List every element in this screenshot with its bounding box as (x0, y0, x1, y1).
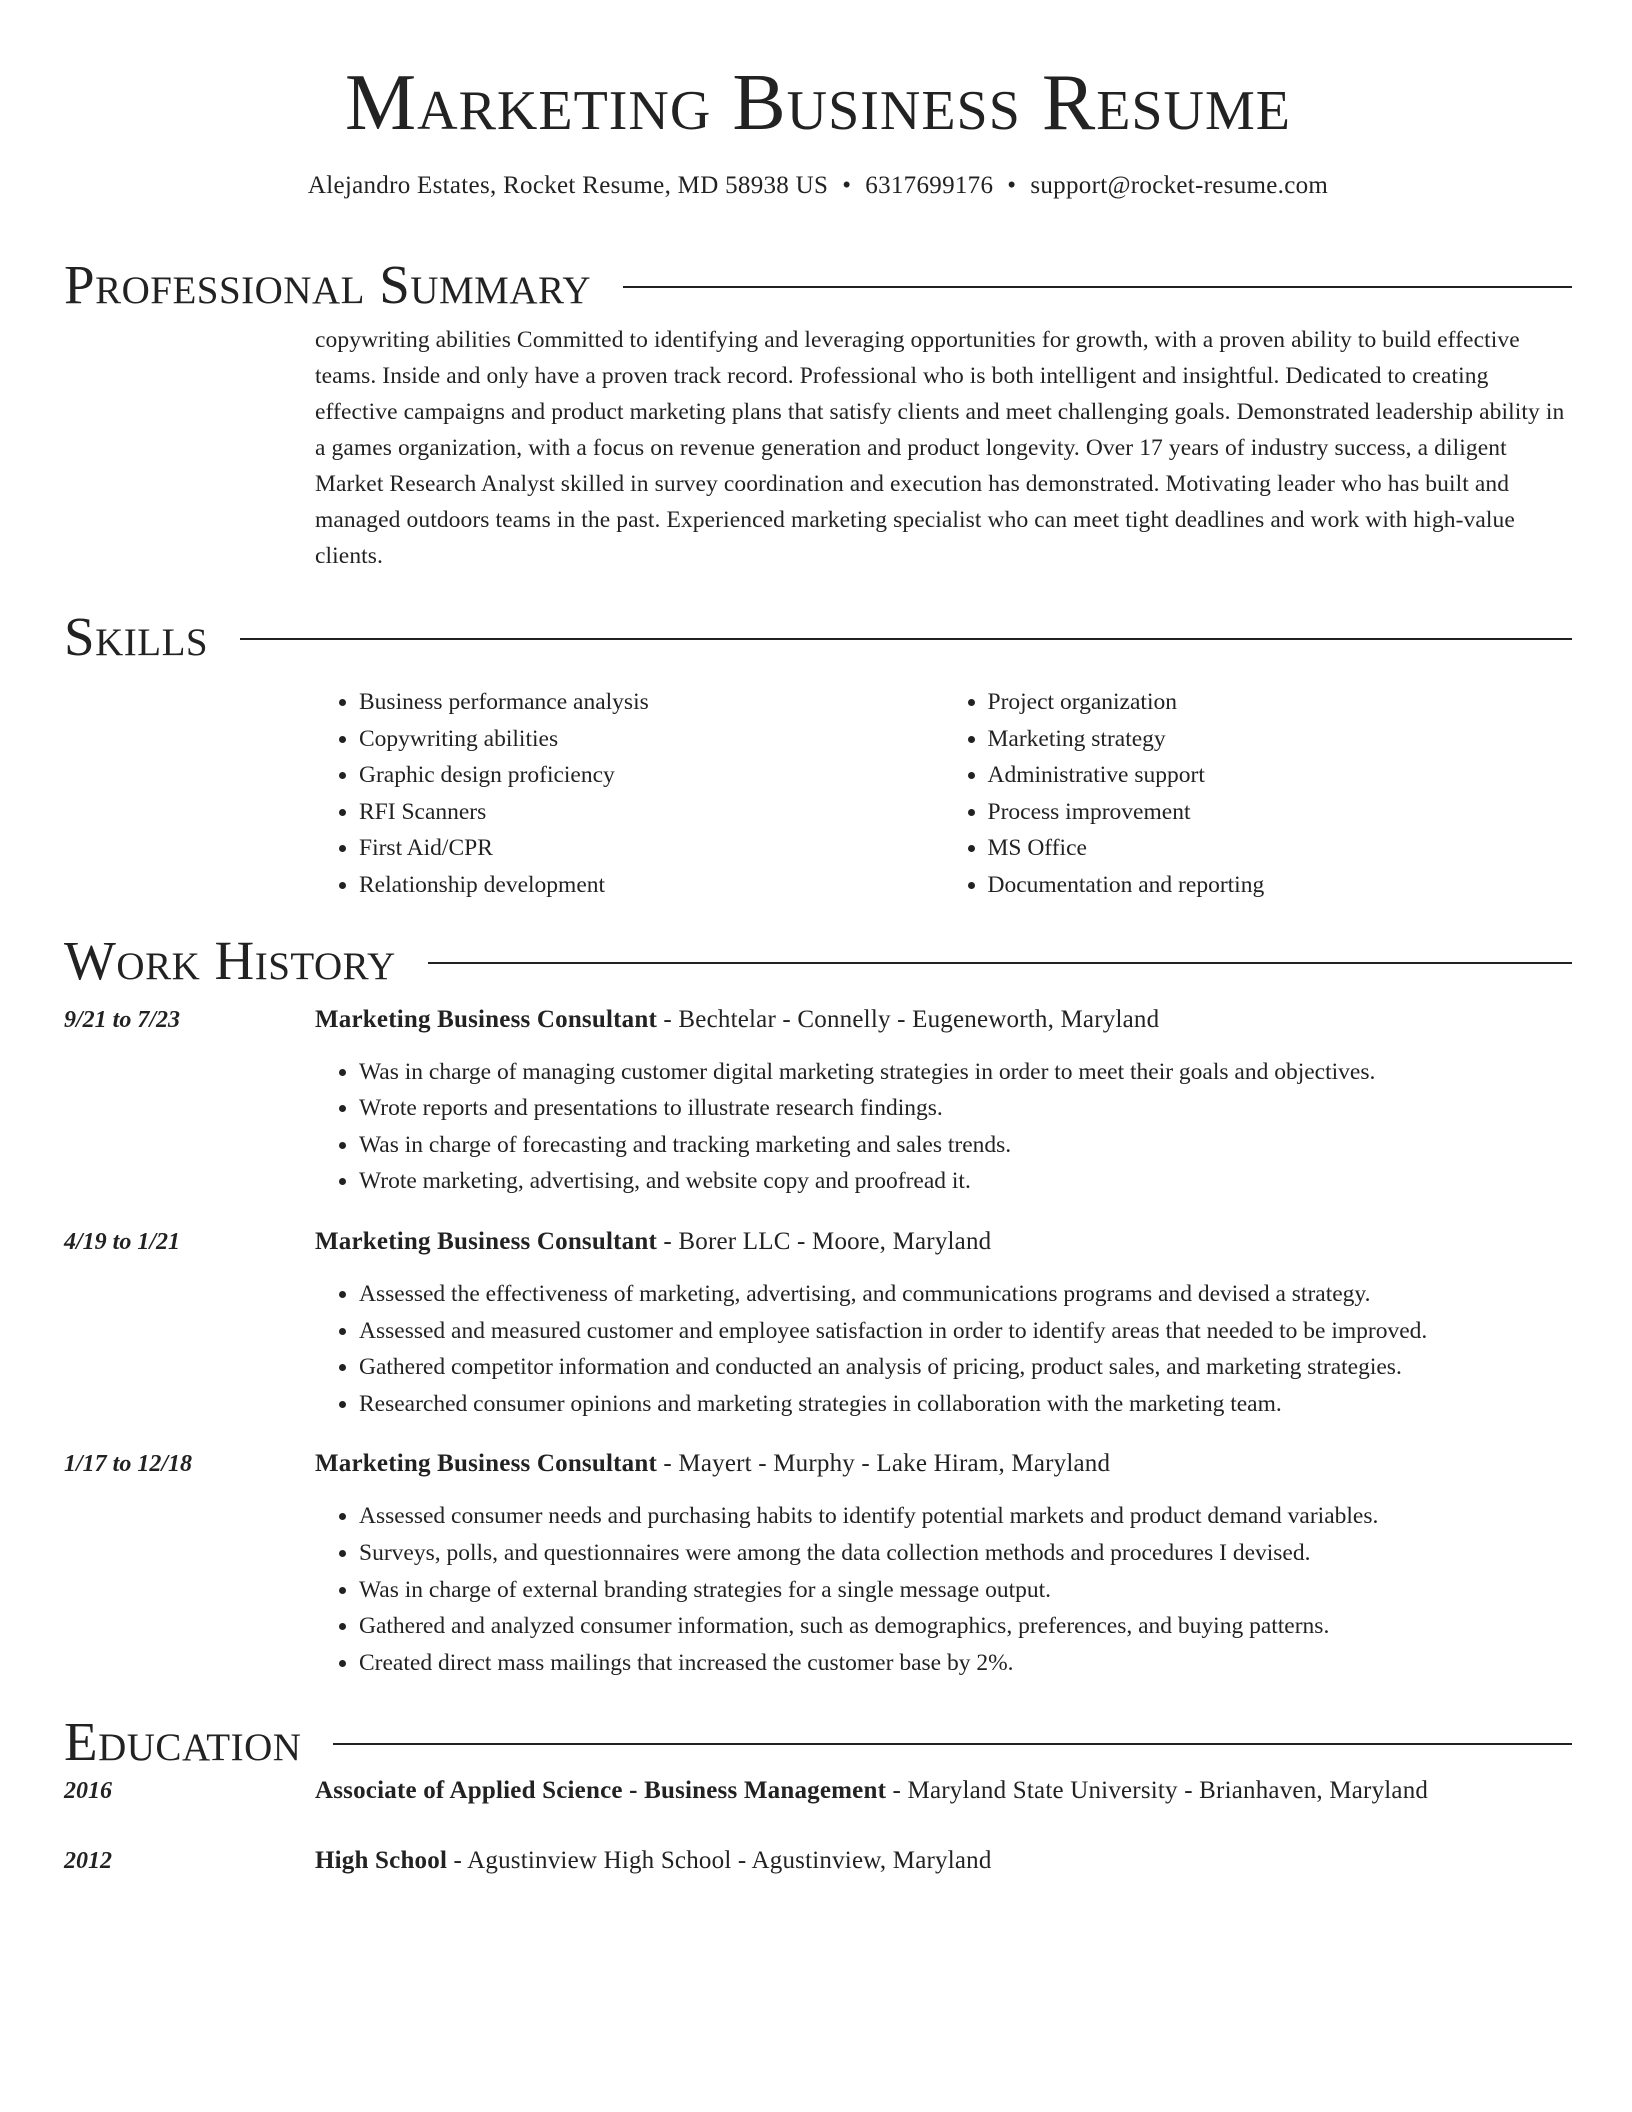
section-divider (240, 638, 1572, 640)
job-details: - Borer LLC - Moore, Maryland (656, 1227, 992, 1255)
education-year: 2016 (64, 1778, 112, 1805)
job-header (64, 1006, 1572, 1046)
education-line (315, 1847, 992, 1875)
job-header (64, 1450, 1572, 1490)
education-heading: Education (64, 1711, 302, 1773)
summary-section-header (64, 250, 1572, 320)
job-title-line (315, 1228, 991, 1256)
education-year: 2012 (64, 1848, 112, 1875)
job-dates: 4/19 to 1/21 (64, 1228, 181, 1255)
job-title-line (315, 1006, 1159, 1034)
job-bullet: • Wrote reports and presentations to illustrate research findings. (359, 1090, 1572, 1127)
job-dates: 9/21 to 7/23 (64, 1006, 181, 1033)
skill-item: • Relationship development (359, 867, 944, 904)
job-title: Marketing Business Consultant (315, 1005, 657, 1033)
skills-column-left (315, 684, 944, 904)
job-bullet: • Researched consumer opinions and marketing strategies in collaboration with the marketing team. (359, 1386, 1572, 1423)
education-details: - Agustinview High School - Agustinview, Maryland (447, 1847, 992, 1875)
skill-item: • Graphic design proficiency (359, 757, 944, 794)
job-entry (64, 1228, 1572, 1422)
education-section-header (64, 1707, 1572, 1777)
job-title: Marketing Business Consultant (315, 1227, 657, 1255)
job-bullet: • Wrote marketing, advertising, and website copy and proofread it. (359, 1163, 1572, 1200)
skill-item: • Business performance analysis (359, 684, 944, 721)
section-divider (428, 962, 1572, 964)
job-bullet: • Assessed consumer needs and purchasing habits to identify potential markets and product demand variables. (359, 1498, 1572, 1535)
skills-heading: Skills (64, 606, 209, 667)
skills-section-header (64, 602, 1572, 672)
work-section-header (64, 926, 1572, 996)
job-bullet: • Created direct mass mailings that increased the customer base by 2%. (359, 1645, 1572, 1682)
job-details: - Mayert - Murphy - Lake Hiram, Maryland (656, 1450, 1111, 1478)
job-bullets (315, 1054, 1572, 1200)
contact-phone: 6317699176 (865, 172, 994, 199)
section-divider (333, 1743, 1572, 1745)
skill-item: • Marketing strategy (988, 721, 1573, 758)
resume-page (64, 0, 1572, 1917)
job-bullet: • Assessed and measured customer and employee satisfaction in order to identify areas that needed to be improved. (359, 1313, 1572, 1350)
education-entry (64, 1777, 1572, 1847)
job-entry (64, 1450, 1572, 1681)
skills-column-right (944, 684, 1573, 904)
job-bullet: • Was in charge of forecasting and tracking marketing and sales trends. (359, 1127, 1572, 1164)
contact-line (64, 170, 1572, 202)
skill-item: • Documentation and reporting (988, 867, 1573, 904)
skill-item: • Project organization (988, 684, 1573, 721)
skill-item: • Administrative support (988, 757, 1573, 794)
skills-list (315, 684, 1572, 904)
job-dates: 1/17 to 12/18 (64, 1451, 193, 1478)
skill-item: • Copywriting abilities (359, 721, 944, 758)
job-header (64, 1228, 1572, 1268)
education-entry (64, 1847, 1572, 1917)
work-heading: Work History (64, 929, 396, 991)
summary-text: copywriting abilities Committed to identifying and leveraging opportunities for growth, with a proven ability to build effective teams. Inside and only have a proven track record. Professional who is both intelligent and insightful. Dedicated to creating effective campaigns and product marketing plans that satisfy clients and meet challenging goals. Demonstrated leadership ability in a games organization, with a focus on revenue generation and product longevity. Over 17 years of industry success, a diligent Market Research Analyst skilled in survey coordination and execution has demonstrated. Motivating leader who has built and managed outdoors teams in the past. Experienced marketing specialist who can meet tight deadlines and work with high-value clients. (315, 327, 1565, 569)
education-details: - Maryland State University - Brianhaven, Maryland (886, 1777, 1429, 1805)
job-bullet: • Assessed the effectiveness of marketing, advertising, and communications programs and devised a strategy. (359, 1276, 1572, 1313)
skill-item: • First Aid/CPR (359, 830, 944, 867)
education-line (315, 1777, 1428, 1805)
skill-item: • RFI Scanners (359, 794, 944, 831)
summary-heading: Professional Summary (64, 254, 592, 315)
resume-title: Marketing Business Resume (345, 59, 1291, 147)
job-bullets (315, 1276, 1572, 1422)
skill-item: • Process improvement (988, 794, 1573, 831)
job-bullets (315, 1498, 1572, 1681)
job-title-line (315, 1450, 1110, 1478)
job-bullet: • Was in charge of external branding strategies for a single message output. (359, 1572, 1572, 1609)
job-bullet: • Was in charge of managing customer digital marketing strategies in order to meet their goals and objectives. (359, 1054, 1572, 1091)
education-degree: High School (315, 1847, 448, 1875)
job-bullet: • Gathered competitor information and conducted an analysis of pricing, product sales, and marketing strategies. (359, 1349, 1572, 1386)
education-degree: Associate of Applied Science - Business Management (315, 1777, 887, 1805)
job-title: Marketing Business Consultant (315, 1450, 657, 1478)
job-bullet: • Gathered and analyzed consumer information, such as demographics, preferences, and buying patterns. (359, 1608, 1572, 1645)
contact-email: support@rocket-resume.com (1030, 172, 1329, 199)
job-entry (64, 1006, 1572, 1200)
job-details: - Bechtelar - Connelly - Eugeneworth, Maryland (656, 1005, 1160, 1033)
contact-separator: • (1007, 172, 1017, 199)
contact-separator: • (842, 172, 852, 199)
job-bullet: • Surveys, polls, and questionnaires were among the data collection methods and procedures I devised. (359, 1535, 1572, 1572)
contact-address: Alejandro Estates, Rocket Resume, MD 58938 US (307, 172, 829, 199)
section-divider (623, 286, 1572, 288)
skill-item: • MS Office (988, 830, 1573, 867)
